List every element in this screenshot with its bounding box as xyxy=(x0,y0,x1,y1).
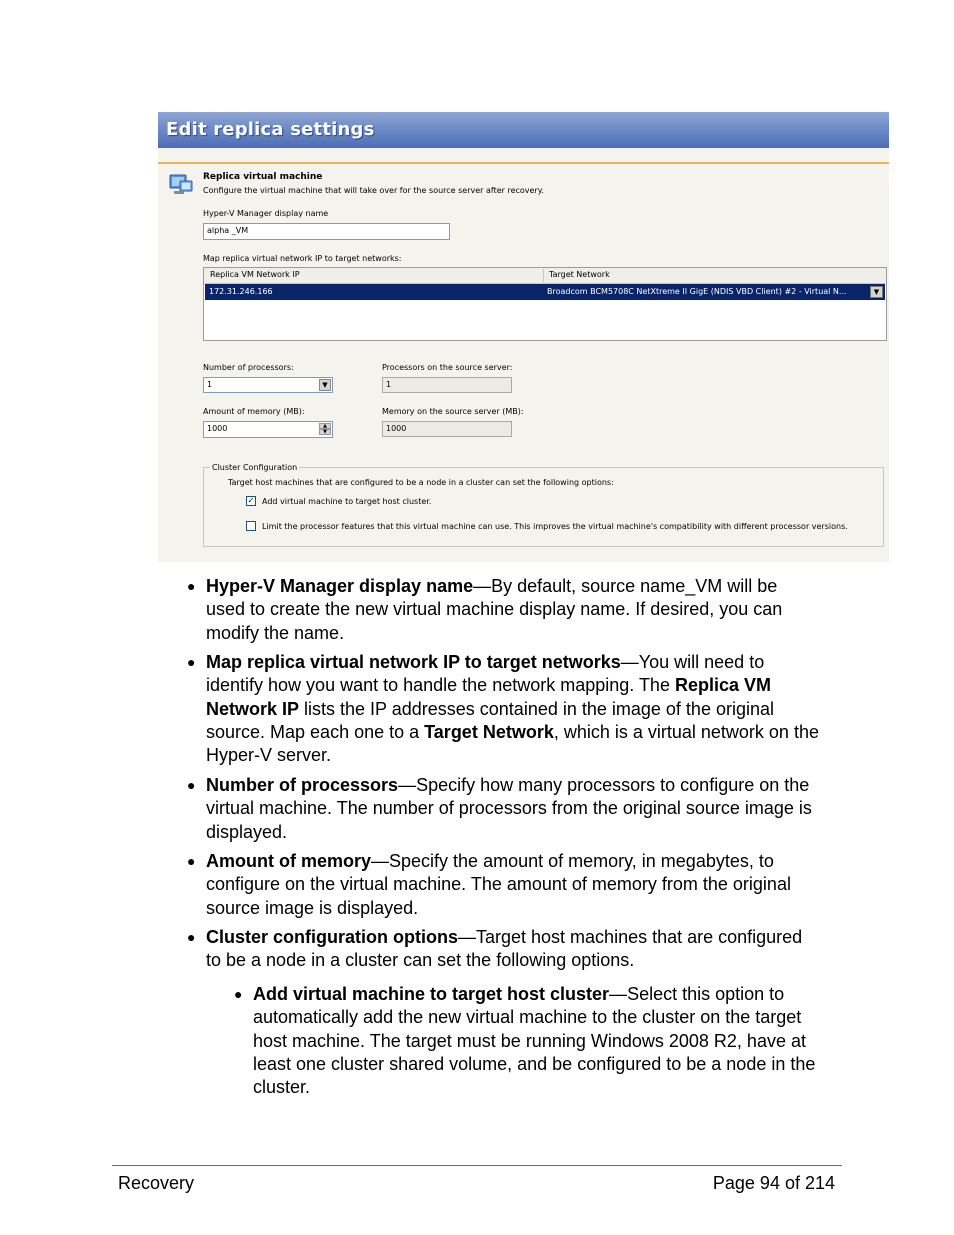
bullet-icon: ● xyxy=(234,986,243,1002)
bullet-text: displayed. xyxy=(206,821,288,842)
processors-select[interactable] xyxy=(203,377,333,393)
dialog-header xyxy=(158,112,889,148)
limit-processor-label[interactable]: Limit the processor features that this virtual machine can use. This improves the virtual machine's compatibility with different processor versions. xyxy=(262,522,848,531)
chevron-down-icon[interactable]: ▼ xyxy=(870,286,883,298)
processors-value: 1 xyxy=(207,380,213,389)
bullet-text: source image is displayed. xyxy=(206,897,419,918)
bullet-text: used to create the new virtual machine display name. If desired, you can xyxy=(206,599,783,620)
col-replica-ip[interactable]: Replica VM Network IP xyxy=(210,270,300,279)
dialog-screenshot xyxy=(158,112,889,562)
footer-divider xyxy=(112,1165,842,1166)
bullet-term: Network IP xyxy=(206,698,300,719)
network-mapping-grid xyxy=(203,267,887,341)
source-processors-label: Processors on the source server: xyxy=(382,363,513,372)
bullet-term: Cluster configuration options xyxy=(206,927,458,947)
bullet-text: —By default, source name_VM will be xyxy=(473,576,778,596)
map-networks-label: Map replica virtual network IP to target networks: xyxy=(203,254,402,263)
bullet-text: modify the name. xyxy=(206,622,345,643)
bullet-text: virtual machine. The number of processors from the original source image is xyxy=(206,798,812,819)
bullet-term: Hyper-V Manager display name xyxy=(206,576,474,596)
bullet-text: —Select this option to xyxy=(609,984,785,1004)
bullet-text: cluster. xyxy=(253,1077,311,1098)
bullet-icon: ● xyxy=(187,929,196,945)
table-row[interactable] xyxy=(205,284,885,300)
bullet-icon: ● xyxy=(187,654,196,670)
list-item xyxy=(234,983,853,1099)
bullet-icon: ● xyxy=(187,853,196,869)
processors-label: Number of processors: xyxy=(203,363,294,372)
memory-label: Amount of memory (MB): xyxy=(203,407,305,416)
bullet-text: identify how you want to handle the network mapping. The xyxy=(206,675,675,696)
bullet-text: Hyper-V server. xyxy=(206,745,332,766)
limit-processor-checkbox[interactable] xyxy=(246,521,256,531)
memory-stepper[interactable] xyxy=(203,421,333,438)
display-name-input[interactable]: alpha _VM xyxy=(203,223,450,240)
bullet-icon: ● xyxy=(187,777,196,793)
list-item xyxy=(187,850,851,920)
footer-section: Recovery xyxy=(118,1173,195,1193)
bullet-term: Map replica virtual network IP to target networks xyxy=(206,652,621,672)
bullet-icon: ● xyxy=(187,578,196,594)
memory-value: 1000 xyxy=(207,424,228,433)
replica-ip-cell: 172.31.246.166 xyxy=(209,287,273,296)
spin-buttons[interactable] xyxy=(319,423,331,436)
bullet-text: —Specify how many processors to configure on the xyxy=(398,775,810,795)
list-item xyxy=(187,651,851,767)
bullet-text: automatically add the new virtual machine to the cluster on the target xyxy=(253,1007,802,1028)
header-divider xyxy=(158,162,889,164)
display-name-label: Hyper-V Manager display name xyxy=(203,209,329,218)
bullet-term: Amount of memory xyxy=(206,851,372,871)
bullet-term: Number of processors xyxy=(206,775,399,795)
computer-icon xyxy=(168,172,194,198)
source-memory-label: Memory on the source server (MB): xyxy=(382,407,524,416)
bullet-text: to be a node in a cluster can set the following options. xyxy=(206,950,635,971)
bullet-text: , which is a virtual network on the xyxy=(553,721,819,742)
target-network-cell[interactable]: Broadcom BCM5708C NetXtreme II GigE (NDIS VBD Client) #2 - Virtual N... xyxy=(547,287,847,296)
bullet-text: source. Map each one to a xyxy=(206,721,425,742)
source-processors-field: 1 xyxy=(382,377,512,393)
add-to-cluster-checkbox[interactable]: ✓ xyxy=(247,496,255,505)
spin-up-icon[interactable]: ▲ xyxy=(319,423,331,429)
bullet-text: least one cluster shared volume, and be configured to be a node in the xyxy=(253,1053,816,1074)
bullet-term: Replica VM xyxy=(674,675,771,696)
list-item xyxy=(187,575,851,645)
section-title: Replica virtual machine xyxy=(203,172,323,182)
bullet-term: Add virtual machine to target host cluster xyxy=(253,984,610,1004)
bullet-text: configure on the virtual machine. The amount of memory from the original xyxy=(206,874,791,895)
cluster-configuration-legend: Cluster Configuration xyxy=(212,463,298,472)
dialog-title: Edit replica settings xyxy=(166,119,375,140)
bullet-term: Target Network xyxy=(424,721,554,742)
bullet-text: lists the IP addresses contained in the image of the original xyxy=(299,698,774,719)
section-description: Configure the virtual machine that will take over for the source server after recovery. xyxy=(203,186,544,195)
list-item xyxy=(187,774,851,844)
bullet-text: —Specify the amount of memory, in megabytes, to xyxy=(371,851,774,871)
spin-down-icon[interactable]: ▼ xyxy=(319,429,331,435)
grid-header xyxy=(204,268,886,284)
list-item xyxy=(187,926,851,973)
cluster-intro-text: Target host machines that are configured to be a node in a cluster can set the following options: xyxy=(228,478,614,487)
source-memory-field: 1000 xyxy=(382,421,512,437)
column-separator xyxy=(543,269,544,282)
chevron-down-icon[interactable]: ▼ xyxy=(319,379,331,391)
bullet-text: —Target host machines that are configured xyxy=(458,927,803,947)
col-target-network[interactable]: Target Network xyxy=(549,270,610,279)
add-to-cluster-label[interactable]: Add virtual machine to target host cluster. xyxy=(262,497,432,506)
page-number: Page 94 of 214 xyxy=(712,1173,835,1193)
bullet-text: —You will need to xyxy=(620,652,765,672)
bullet-text: host machine. The target must be running Windows 2008 R2, have at xyxy=(253,1030,806,1051)
